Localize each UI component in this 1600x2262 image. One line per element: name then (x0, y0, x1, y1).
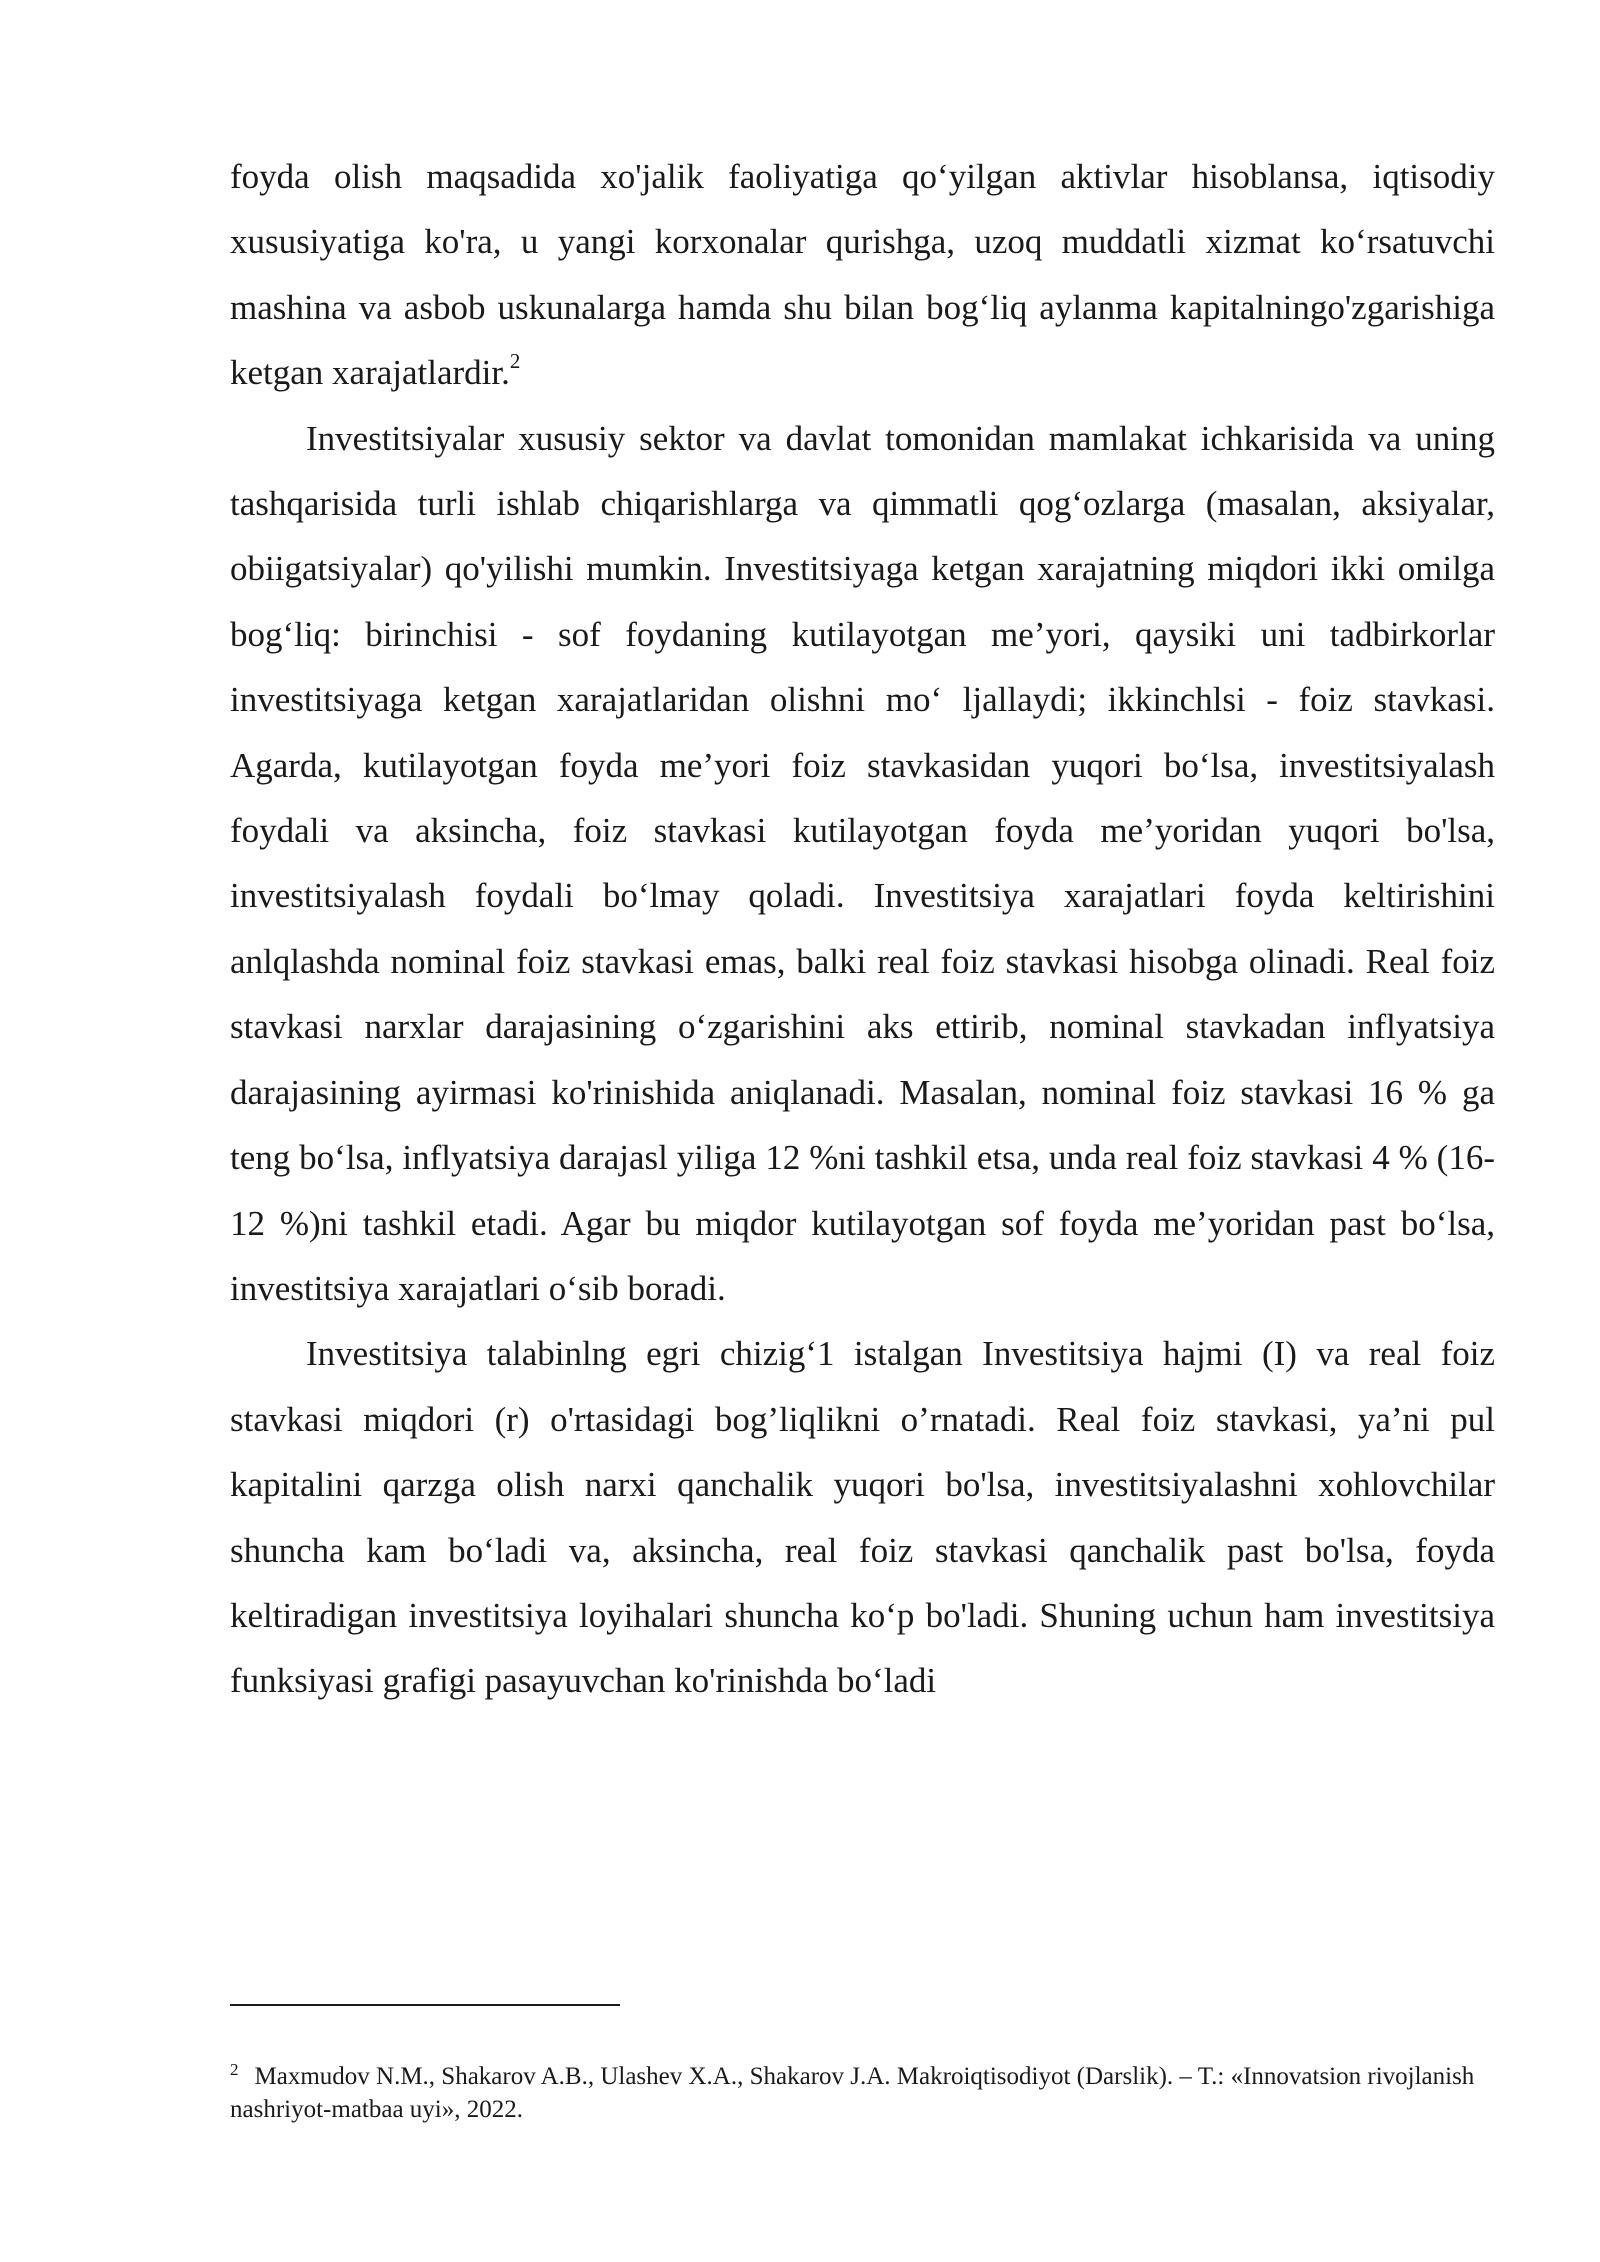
footnote-reference[interactable]: 2 (509, 348, 521, 373)
body-text (230, 144, 1495, 1714)
footnote (230, 2060, 1495, 2126)
footnote-mark: 2 (230, 2059, 239, 2079)
paragraph-1 (230, 144, 1495, 406)
footnote-separator (230, 2004, 620, 2006)
paragraph-2-text: Investitsiyalar xususiy sektor va davlat tomonidan mamlakat ichkarisida va uning tashqarisida turli ishlab chiqarishlarga va qimmatli qog‘ozlarga (masalan, aksiyalar, obiigatsiyalar) qo'yilishi mumkin. Investitsiyaga ketgan xarajatning miqdori ikki omilga bog‘liq: birinchisi - sof foydaning kutilayotgan me’yori, qaysiki uni tadbirkorlar investitsiyaga ketgan xarajatlaridan olishni mo‘ ljallaydi; ikkinchlsi - foiz stavkasi. Agarda, kutilayotgan foyda me’yori foiz stavkasidan yuqori bo‘lsa, investitsiyalash foydali va aksincha, foiz stavkasi kutilayotgan foyda me’yoridan yuqori bo'lsa, investitsiyalash foydali bo‘lmay qoladi. Investitsiya xarajatlari foyda keltirishini anlqlashda nominal foiz stavkasi emas, balki real foiz stavkasi hisobga olinadi. Real foiz stavkasi narxlar darajasining o‘zgarishini aks ettirib, nominal stavkadan inflyatsiya darajasining ayirmasi ko'rinishida aniqlanadi. Masalan, nominal foiz stavkasi 16 % ga teng bo‘lsa, inflyatsiya darajasl yiliga 12 %ni tashkil etsa, unda real foiz stavkasi 4 % (16-12 %)ni tashkil etadi. Agar bu miqdor kutilayotgan sof foyda me’yoridan past bo‘lsa, investitsiya xarajatlari o‘sib boradi. (230, 418, 1495, 1308)
paragraph-3-text: Investitsiya talabinlng egri chizig‘1 istalgan Investitsiya hajmi (I) va real foiz stavkasi miqdori (r) o'rtasidagi bog’liqlikni o’rnatadi. Real foiz stavkasi, ya’ni pul kapitalini qarzga olish narxi qanchalik yuqori bo'lsa, investitsiyalashni xohlovchilar shuncha kam bo‘ladi va, aksincha, real foiz stavkasi qanchalik past bo'lsa, foyda keltiradigan investitsiya loyihalari shuncha ko‘p bo'ladi. Shuning uchun ham investitsiya funksiyasi grafigi pasayuvchan ko'rinishda bo‘ladi (230, 1334, 1495, 1701)
paragraph-2 (230, 406, 1495, 1322)
footnote-text: Maxmudov N.M., Shakarov A.B., Ulashev X.A., Shakarov J.A. Makroiqtisodiyot (Darslik). – T.: «Innovatsion rivojlanish nashriyot-matbaa uyi», 2022. (230, 2063, 1475, 2123)
paragraph-3 (230, 1321, 1495, 1713)
paragraph-1-text: foyda olish maqsadida xo'jalik faoliyatiga qo‘yilgan aktivlar hisoblansa, iqtisodiy xususiyatiga ko'ra, u yangi korxonalar qurishga, uzoq muddatli xizmat ko‘rsatuvchi mashina va asbob uskunalarga hamda shu bilan bog‘liq aylanma kapitalningo'zgarishiga ketgan xarajatlardir. (230, 157, 1495, 393)
